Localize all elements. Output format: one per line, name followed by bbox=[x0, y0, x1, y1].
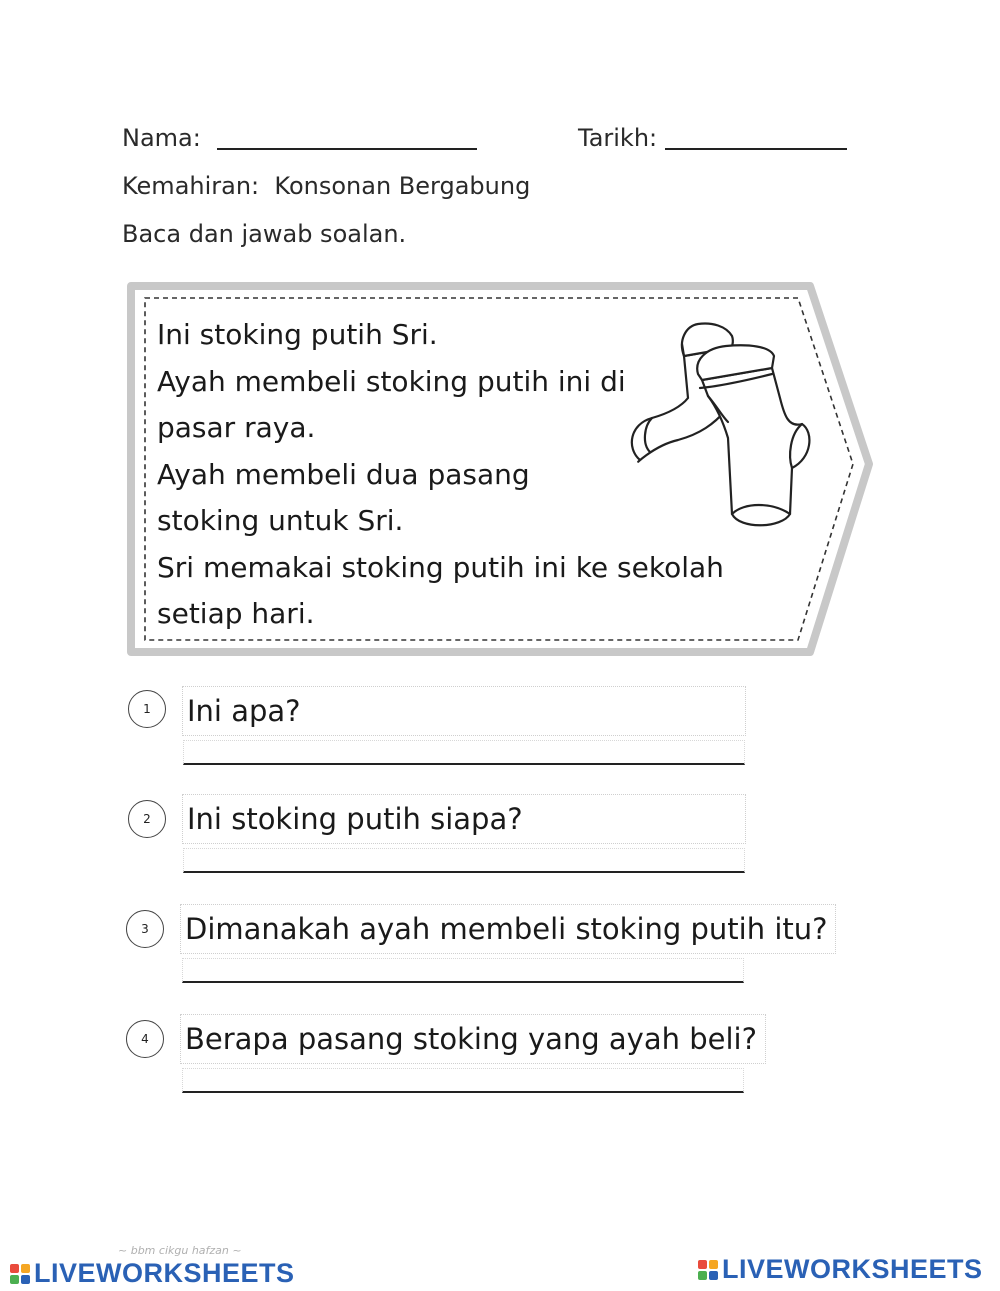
skill-value: Konsonan Bergabung bbox=[274, 172, 531, 200]
socks-illustration bbox=[622, 318, 817, 530]
answer-field[interactable] bbox=[183, 740, 745, 765]
passage-line: Ayah membeli dua pasang bbox=[157, 457, 530, 491]
credit-text: ~ bbm cikgu hafzan ~ bbox=[118, 1244, 242, 1257]
question-text: Ini apa? bbox=[182, 686, 746, 736]
question-number: 4 bbox=[126, 1020, 164, 1058]
question-number: 1 bbox=[128, 690, 166, 728]
passage-line: setiap hari. bbox=[157, 597, 315, 630]
passage-line: stoking untuk Sri. bbox=[157, 504, 404, 537]
passage-line: Sri memakai stoking putih ini ke sekolah bbox=[157, 550, 724, 584]
liveworksheets-logo-right bbox=[698, 1254, 983, 1285]
answer-field[interactable] bbox=[182, 1068, 744, 1093]
brand-text: LIVEWORKSHEETS bbox=[722, 1254, 983, 1284]
liveworksheets-logo-left bbox=[10, 1258, 295, 1289]
question-number: 3 bbox=[126, 910, 164, 948]
liveworksheets-icon bbox=[10, 1264, 30, 1284]
passage-line: Ini stoking putih Sri. bbox=[157, 318, 438, 351]
question-text: Berapa pasang stoking yang ayah beli? bbox=[180, 1014, 766, 1064]
question-number: 2 bbox=[128, 800, 166, 838]
name-input-line[interactable] bbox=[217, 148, 477, 150]
passage-line: Ayah membeli stoking putih ini di bbox=[157, 364, 626, 398]
question-text: Ini stoking putih siapa? bbox=[182, 794, 746, 844]
brand-text: LIVEWORKSHEETS bbox=[34, 1258, 295, 1288]
date-input-line[interactable] bbox=[665, 148, 847, 150]
skill-label: Kemahiran: bbox=[122, 172, 260, 200]
passage-line: pasar raya. bbox=[157, 411, 316, 444]
name-label: Nama: bbox=[122, 124, 201, 152]
date-label: Tarikh: bbox=[578, 124, 658, 152]
answer-field[interactable] bbox=[183, 848, 745, 873]
question-text: Dimanakah ayah membeli stoking putih itu? bbox=[180, 904, 836, 954]
liveworksheets-icon bbox=[698, 1260, 718, 1280]
answer-field[interactable] bbox=[182, 958, 744, 983]
instruction: Baca dan jawab soalan. bbox=[122, 220, 407, 248]
skill-row bbox=[122, 172, 530, 200]
